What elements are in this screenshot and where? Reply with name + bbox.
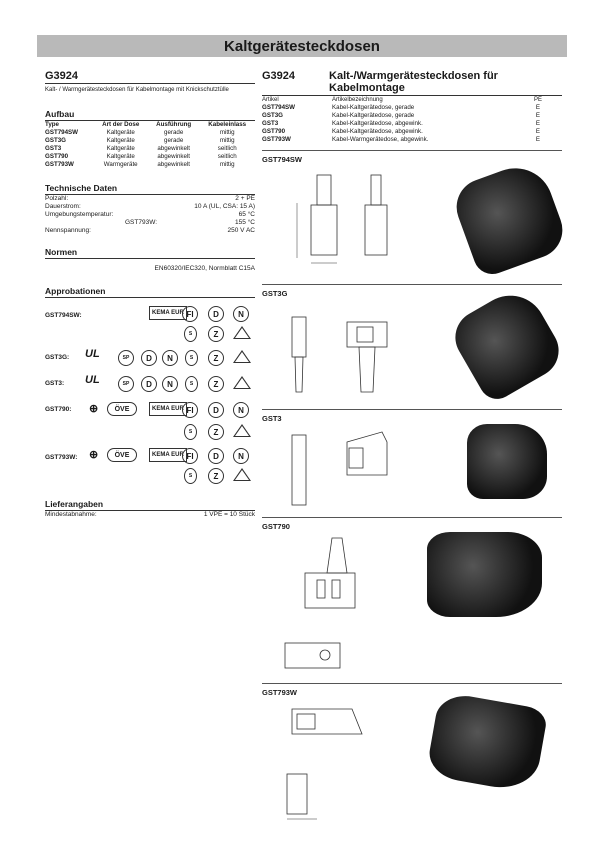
tech-heading: Technische Daten bbox=[45, 183, 255, 195]
product-photo bbox=[427, 532, 542, 617]
product-photo bbox=[425, 691, 548, 794]
liefer-row bbox=[45, 511, 255, 519]
section-label: GST3G bbox=[262, 289, 288, 298]
table-row bbox=[262, 112, 562, 120]
cell: seitlich bbox=[217, 153, 237, 160]
ul-mark-icon: UL bbox=[85, 374, 100, 386]
article-header: PE bbox=[533, 97, 542, 103]
table-row bbox=[45, 129, 255, 137]
cell: Kaltgeräte bbox=[106, 153, 135, 160]
cell: mittig bbox=[219, 129, 235, 136]
technical-drawing bbox=[287, 420, 407, 515]
kema-text: KEMA EUR bbox=[152, 405, 184, 412]
plug-symbol-icon: ⊕ bbox=[89, 449, 99, 461]
aufbau-header: Ausführung bbox=[156, 121, 192, 128]
ove-mark-icon: ÖVE bbox=[107, 448, 137, 462]
approbationen-heading: Approbationen bbox=[45, 286, 255, 298]
approbation-label: GST794SW: bbox=[45, 312, 82, 319]
cell: Kabel-Kaltgerätedose, gerade bbox=[332, 112, 415, 119]
cell: GST793W bbox=[45, 161, 74, 168]
s-mark-icon: S bbox=[184, 326, 197, 342]
product-photo bbox=[446, 283, 569, 406]
cell: mittig bbox=[219, 137, 235, 144]
s-mark-icon: S bbox=[184, 468, 197, 484]
technical-drawing bbox=[287, 163, 407, 273]
product-section-gst3 bbox=[262, 409, 562, 518]
cell: abgewinkelt bbox=[157, 145, 191, 152]
right-heading: Kalt-/Warmgerätesteckdosen für Kabelmontage bbox=[329, 70, 498, 94]
s-mark-icon: S bbox=[185, 376, 198, 392]
liefer-key: Mindestabnahme: bbox=[45, 511, 97, 518]
csa-mark-icon: SP bbox=[118, 376, 134, 392]
cell: mittig bbox=[219, 161, 235, 168]
liefer-value: 1 VPE = 10 Stück bbox=[203, 511, 255, 518]
technical-drawing bbox=[287, 297, 407, 407]
cell: E bbox=[535, 128, 541, 135]
article-table bbox=[262, 96, 562, 144]
aufbau-header: Kabeleinlass bbox=[208, 121, 247, 128]
tech-key: Polzahl: bbox=[45, 195, 69, 202]
cell: GST3 bbox=[262, 120, 279, 127]
cell: abgewinkelt bbox=[157, 161, 191, 168]
cell: gerade bbox=[164, 129, 184, 136]
article-header: Artikel bbox=[262, 97, 279, 103]
z-mark-icon: Z bbox=[208, 376, 224, 392]
z-mark-icon: Z bbox=[208, 350, 224, 366]
approbationen-grid bbox=[45, 302, 255, 481]
product-section-gst794sw bbox=[262, 150, 562, 281]
ul-mark-icon: UL bbox=[85, 348, 100, 360]
vde-mark-icon bbox=[233, 468, 251, 481]
left-column bbox=[45, 70, 255, 519]
kema-text: KEMA EUR bbox=[152, 451, 184, 458]
cell: GST794SW bbox=[262, 104, 296, 111]
d-mark-icon: D bbox=[141, 376, 157, 392]
tech-value: 2 + PE bbox=[235, 195, 255, 202]
right-code: G3924 bbox=[262, 70, 296, 82]
vde-mark-icon bbox=[233, 350, 251, 363]
kema-text: KEMA EUR bbox=[152, 309, 184, 316]
right-column bbox=[262, 70, 562, 144]
table-row bbox=[262, 128, 562, 136]
cell: E bbox=[535, 104, 541, 111]
cell: seitlich bbox=[217, 145, 237, 152]
table-row bbox=[45, 161, 255, 169]
section-label: GST3 bbox=[262, 414, 282, 423]
fi-mark-icon: FI bbox=[182, 306, 198, 322]
ove-mark-icon: ÖVE bbox=[107, 402, 137, 416]
n-mark-icon: N bbox=[233, 306, 249, 322]
cell: GST790 bbox=[45, 153, 69, 160]
technical-drawing bbox=[277, 528, 397, 678]
section-label: GST794SW bbox=[262, 155, 303, 164]
approbation-label: GST3G: bbox=[45, 354, 70, 361]
cell: Kaltgeräte bbox=[106, 145, 135, 152]
table-row bbox=[262, 136, 562, 144]
aufbau-heading: Aufbau bbox=[45, 109, 255, 121]
section-label: GST793W bbox=[262, 688, 298, 697]
cell: GST793W bbox=[262, 136, 291, 143]
z-mark-icon: Z bbox=[208, 424, 224, 440]
approbation-label: GST3: bbox=[45, 380, 65, 387]
tech-value: 155 °C bbox=[235, 219, 255, 226]
approbation-label: GST790: bbox=[45, 406, 72, 413]
aufbau-header: Art der Dose bbox=[102, 121, 140, 128]
aufbau-table bbox=[45, 121, 255, 169]
tech-key: GST793W: bbox=[125, 219, 158, 226]
product-photo bbox=[467, 424, 547, 499]
d-mark-icon: D bbox=[208, 306, 224, 322]
cell: Kabel-Kaltgerätedose, abgewink. bbox=[332, 120, 423, 127]
article-header: Artikelbezeichnung bbox=[332, 97, 383, 103]
table-row bbox=[45, 145, 255, 153]
cell: abgewinkelt bbox=[157, 153, 191, 160]
product-section-gst790 bbox=[262, 517, 562, 684]
cell: Kabel-Kaltgerätedose, abgewink. bbox=[332, 128, 423, 135]
d-mark-icon: D bbox=[141, 350, 157, 366]
s-mark-icon: S bbox=[185, 350, 198, 366]
cell: Warmgeräte bbox=[103, 161, 138, 168]
product-section-gst793w bbox=[262, 683, 562, 829]
cell: E bbox=[535, 136, 541, 143]
n-mark-icon: N bbox=[233, 448, 249, 464]
table-row bbox=[45, 137, 255, 145]
tech-row bbox=[45, 219, 255, 227]
z-mark-icon: Z bbox=[208, 326, 224, 342]
aufbau-header: Type bbox=[45, 121, 59, 128]
cell: E bbox=[535, 112, 541, 119]
tech-key: Dauerstrom: bbox=[45, 203, 81, 210]
left-description: Kalt- / Warmgerätesteckdosen für Kabelmontage mit Knickschutztülle bbox=[45, 87, 229, 93]
cell: Kabel-Warmgerätedose, abgewink. bbox=[332, 136, 429, 143]
cell: gerade bbox=[164, 137, 184, 144]
cell: Kaltgeräte bbox=[106, 137, 135, 144]
liefer-heading: Lieferangaben bbox=[45, 499, 255, 511]
n-mark-icon: N bbox=[233, 402, 249, 418]
tech-row bbox=[45, 195, 255, 203]
plug-symbol-icon: ⊕ bbox=[89, 403, 99, 415]
vde-mark-icon bbox=[233, 376, 251, 389]
tech-value: 250 V AC bbox=[227, 227, 255, 234]
section-label: GST790 bbox=[262, 522, 290, 531]
technical-drawing bbox=[277, 694, 397, 834]
tech-value: 65 °C bbox=[238, 211, 255, 218]
cell: Kaltgeräte bbox=[106, 129, 135, 136]
cell: GST794SW bbox=[45, 129, 79, 136]
s-mark-icon: S bbox=[184, 424, 197, 440]
n-mark-icon: N bbox=[162, 350, 178, 366]
d-mark-icon: D bbox=[208, 448, 224, 464]
vde-mark-icon bbox=[233, 424, 251, 437]
left-code: G3924 bbox=[45, 70, 255, 84]
product-section-gst3g bbox=[262, 284, 562, 410]
cell: GST3G bbox=[45, 137, 66, 144]
table-row bbox=[262, 104, 562, 112]
vde-mark-icon bbox=[233, 326, 251, 339]
tech-row bbox=[45, 227, 255, 235]
cell: Kabel-Kaltgerätedose, gerade bbox=[332, 104, 415, 111]
cell: E bbox=[535, 120, 541, 127]
fi-mark-icon: FI bbox=[182, 402, 198, 418]
normen-heading: Normen bbox=[45, 247, 255, 259]
cell: GST3G bbox=[262, 112, 283, 119]
cell: GST3 bbox=[45, 145, 62, 152]
tech-value: 10 A (UL, CSA: 15 A) bbox=[194, 203, 255, 210]
table-row bbox=[262, 120, 562, 128]
product-photo bbox=[449, 158, 571, 280]
normen-text: EN60320/IEC320, Normblatt C15A bbox=[154, 265, 255, 272]
z-mark-icon: Z bbox=[208, 468, 224, 484]
n-mark-icon: N bbox=[162, 376, 178, 392]
tech-key: Nennspannung: bbox=[45, 227, 91, 234]
tech-key: Umgebungstemperatur: bbox=[45, 211, 114, 218]
fi-mark-icon: FI bbox=[182, 448, 198, 464]
tech-row bbox=[45, 203, 255, 211]
approbation-label: GST793W: bbox=[45, 454, 78, 461]
page-title-bar bbox=[37, 35, 567, 57]
csa-mark-icon: SP bbox=[118, 350, 134, 366]
cell: GST790 bbox=[262, 128, 286, 135]
d-mark-icon: D bbox=[208, 402, 224, 418]
tech-row bbox=[45, 211, 255, 219]
page-title: Kaltgerätesteckdosen bbox=[224, 37, 380, 55]
right-heading-row bbox=[262, 70, 562, 96]
table-row bbox=[45, 153, 255, 161]
